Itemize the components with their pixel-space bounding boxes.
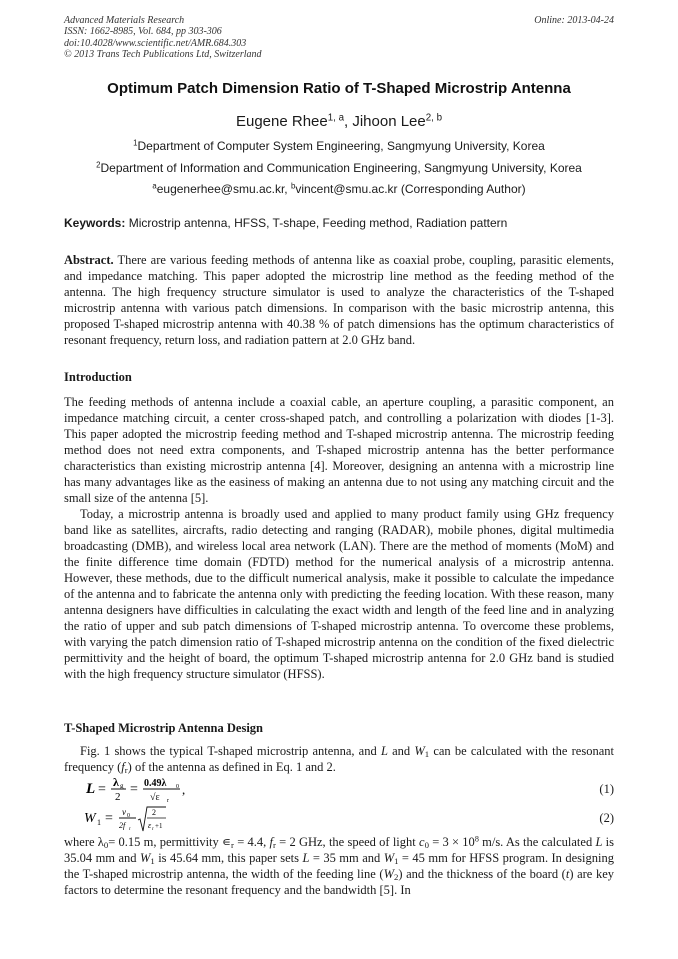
p2-c: = 4.4, [233,835,270,849]
equation-1-formula [84,776,204,802]
equation-2-formula [84,805,204,833]
p2-f-sub: r [272,840,276,851]
p2-W2-sub: 1 [394,856,399,867]
p2-a: where λ [64,835,104,849]
affiliation-2-sup: 2 [96,160,101,170]
p2-W-sub: 1 [150,856,155,867]
email-1-sup: a [152,181,157,191]
affiliation-2 [0,161,678,175]
eq1-num2: 0.49λ [144,778,167,789]
affiliation-1 [0,139,678,153]
p2-W3-sub: 2 [393,872,399,883]
p2-d: = 2 GHz, the speed of light [275,835,420,849]
email-line [0,182,678,196]
design-p1-text-a: Fig. 1 shows the typical T-shaped microstrip antenna, and [80,744,381,758]
eq2-root-den-tail: +1 [155,822,163,830]
author-line [0,113,678,130]
author-1: Eugene Rhee [235,113,328,130]
design-p1-text-d: ) of the antenna as defined in Eq. 1 and 2. [127,760,336,774]
introduction-heading: Introduction [64,370,132,384]
online-date: Online: 2013-04-24 [534,15,614,26]
eq2-equals: = [105,811,113,826]
eq1-num2-sub: 0 [176,784,179,790]
equation-1 [84,776,614,802]
eq2-root-num: 2 [152,808,156,817]
introduction-paragraph-1: The feeding methods of antenna include a coaxial cable, an aperture coupling, a parasitic component, an impedance matching circuit, a center cross-shaped patch, and controlling a polarization with diodes [1-3]. This paper adopted the microstrip feeding method and T-shaped microstrip antenna. The microstrip feeding method does not need extra components, and T-shaped microstrip antenna has the better performance characteristics than existing microstrip antenna [4]. Moreover, designing an antenna with a microstrip line has many advantages like as the easiness of making an antenna due to not using any matching circuit and the small size of the antenna [5]. [64,395,614,505]
symbol-L: L [380,744,388,758]
email-1: eugenerhee@smu.ac.kr, [156,182,291,196]
paper-title: Optimum Patch Dimension Ratio of T-Shaped Microstrip Antenna [107,80,571,97]
eq2-lhs: W [84,811,96,826]
p2-c0-sub: 0 [424,840,429,851]
eq2-root-den: ε [148,821,152,830]
abstract-text: There are various feeding methods of antenna like as coaxial probe, coupling, parasitic elements, and impedance matching. This paper adopted the microstrip line method as the feeding method of the antenna. The high frequency structure simulator is used to analyze the characteristics of the T-shaped microstrip antenna with various patch dimensions. In comparison with the basic microstrip antenna, this proposed T-shaped microstrip antenna with 40.38 % of patch dimensions has the optimum characteristics of resonant frequency, return loss, and radiation pattern at 2.0 GHz band. [64,253,614,347]
eq2-lhs-sub: 1 [97,818,101,827]
eq1-num: λ [113,776,119,789]
keywords-label: Keywords: [64,216,126,230]
design-paragraph-1 [64,743,614,775]
p2-c0: c [419,835,425,849]
email-2-sup: b [290,181,296,191]
p2-W: W [139,851,151,865]
p2-g: is 35.04 mm and [64,835,614,865]
equation-1-svg [84,776,204,802]
p2-f2: m/s. As the calculated [478,835,596,849]
equation-1-number: (1) [599,782,614,796]
eq1-equals-1: = [98,782,106,797]
author-1-sup: 1, a [327,112,344,124]
p2-e-sup: 8 [474,834,479,844]
p2-W2: W [383,851,395,865]
p2-f: f [269,835,273,849]
keywords [64,216,507,230]
p2-j: = 45 mm for HFSS program. In designing the T-shaped microstrip antenna, the width of the feeding line ( [64,851,614,881]
p2-b-sub: r [231,840,234,851]
affiliation-2-text: Department of Information and Communication Engineering, Sangmyung University, Korea [100,161,582,175]
journal-name: Advanced Materials Research [64,15,185,26]
design-heading: T-Shaped Microstrip Antenna Design [64,721,263,735]
eq1-den2-sub: r [167,798,169,802]
p2-L: L [595,835,603,849]
eq2-den: 2f [119,821,126,830]
author-2-sup: 2, b [425,112,443,124]
p2-i: = 35 mm and [309,851,384,865]
eq1-num-sub: g [120,782,124,790]
p2-W3: W [383,867,394,881]
journal-meta [64,15,262,60]
issn-line: ISSN: 1662-8985, Vol. 684, pp 303-306 [64,26,222,38]
affiliation-1-sup: 1 [133,138,138,148]
introduction-paragraph-2: Today, a microstrip antenna is broadly used and applied to many product family using GHz frequency band like as satellites, aircrafts, radio detecting and ranging (RADAR), mobile phones, digital multimedia broadcasting (DMB), and wireless local area network (LAN). There are the method of moments (MoM) and the finite difference time domain (FDTD) method for the numerical analysis of a microstrip antenna. However, these methods, due to the difficult numerical analysis, make it possible to calculate the impedance of the antenna and to fabricate the antenna only with predicting the feeding location. With these reason, many antenna designers have difficulties in calculating the exact width and length of the feed line and in analyzing the ratio of upper and sub patch dimensions of T-shaped microstrip antenna. To overcome these problems, with varying the patch dimension ratio of T-shaped microstrip antenna on the condition of the fixed dielectric permittivity and the height of board, the optimum T-shaped microstrip antenna for 2.0 GHz band is studied with the high frequency structure simulator (HFSS). [64,507,614,681]
author-2: Jihoon Lee [352,113,426,130]
equation-2-number: (2) [599,811,614,825]
symbol-f-sub: r [124,765,128,776]
copyright-line: © 2013 Trans Tech Publications Ltd, Switzerland [64,48,262,60]
doi-line: doi:10.4028/www.scientific.net/AMR.684.303 [64,37,247,49]
design-paragraph-2 [64,834,614,898]
eq2-num: v [122,807,126,817]
p2-t: t [565,867,570,881]
p2-L2: L [302,851,310,865]
eq1-equals-2: = [130,782,138,797]
eq1-den2: √ε [150,792,160,802]
eq2-num-sub: 0 [127,813,130,819]
eq1-lhs: L [86,781,96,797]
p2-a-sub: 0 [103,840,109,851]
eq2-den-sub: r [129,827,131,832]
affiliation-1-text: Department of Computer System Engineering, Sangmyung University, Korea [137,139,545,153]
p2-e: = 3 × 10 [428,835,475,849]
design-p1-text-b: and [387,744,415,758]
design-p1-text-c: can be calculated with the resonant frequency ( [64,744,614,774]
p2-k: ) and the thickness of the board ( [398,867,566,881]
symbol-W: W [414,744,425,758]
eq1-comma: , [182,782,186,797]
abstract [64,252,614,348]
author-separator: , [344,113,353,130]
email-2: vincent@smu.ac.kr (Corresponding Author) [295,182,526,196]
eq2-root-den-sub: r [152,827,154,832]
eq1-den: 2 [115,791,121,802]
abstract-label: Abstract. [64,253,114,267]
equation-2 [84,805,614,831]
keywords-text: Microstrip antenna, HFSS, T-shape, Feeding method, Radiation pattern [125,216,508,230]
p2-l: ) are key factors to determine the resonant frequency and the bandwidth [5]. In [64,867,614,897]
symbol-f: f [121,760,125,774]
symbol-W-sub: 1 [424,749,430,760]
equation-2-svg [84,805,204,833]
p2-h: is 45.64 mm, this paper sets [154,851,303,865]
p2-b: = 0.15 m, permittivity ∊ [108,835,232,849]
